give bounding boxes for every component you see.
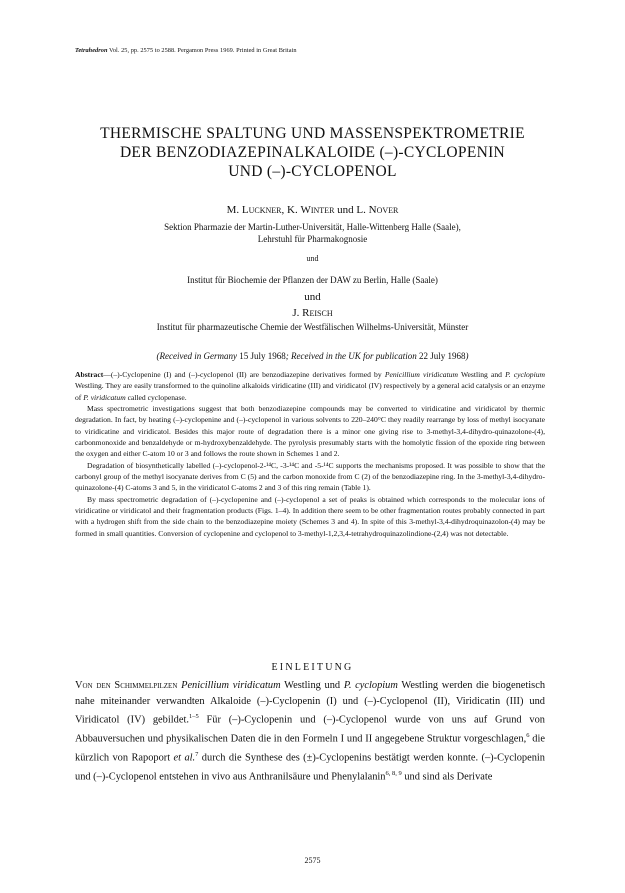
species-name: P. cyclopium xyxy=(343,680,398,691)
abstract-text: called cyclopenase. xyxy=(125,392,187,402)
body-text-segment: Westling werden die biogenetisch nahe miteinander verwandten Alkaloide (–)-Cyclopenin (I) und (–)-Cyclopenol (II), Viridicatin (III) und Viridicatol (IV) gebildet. xyxy=(75,680,546,726)
species-name: P. cyclopium xyxy=(505,370,545,379)
und-large: und xyxy=(304,291,321,303)
body-text-segment: die kürzlich von Rapoport xyxy=(75,733,545,764)
body-text xyxy=(75,678,545,785)
abstract-paragraph-4: By mass spectrometric degradation of (–)-cyclopenine and (–)-cyclopenol a set of peaks is obtained which corresponds to the molecular ions of viridicatine or viridicatol and their fragmentation products (Figs. 1–4). In addition there seem to be other fragmentation routes probably connected in part with a hydrogen shift from the side chain to the benzodiazepine moiety (Schemes 3 and 4). In spite of this 3-methyl-3,4-dihydroquinazolon-(4) may be formed in small quantities. Conversion of cyclopenine and cyclopenol to 3-methyl-1,2,3,4-tetrahydroquinazolindione-(2,4) was not detectable. xyxy=(75,494,545,538)
reference-superscript: 6 xyxy=(526,732,530,740)
reference-superscript: 6, 8, 9 xyxy=(385,770,402,778)
author-1-name: Luckner xyxy=(241,204,282,216)
received-part-2: ; Received in the UK for publication xyxy=(285,351,419,361)
abstract-text: Westling. They are easily transformed to the quinoline alkaloids viridicatine (III) and viridicatol (IV) respectively by a general acid catalysis or an enzyme of xyxy=(75,381,545,402)
und-small: und xyxy=(306,254,319,263)
author-4 xyxy=(0,307,625,319)
received-part-3: ) xyxy=(465,351,469,361)
species-name: P. viridicatum xyxy=(83,392,126,402)
affiliation-1 xyxy=(0,222,625,245)
abstract-text: —(–)-Cyclopenine (I) and (–)-cyclopenol (II) are benzodiazepine derivatives formed by xyxy=(103,370,385,379)
affiliation-2 xyxy=(0,275,625,287)
abstract-paragraph-3: Degradation of biosynthetically labelled (–)-cyclopenol-2-¹⁴C, -3-¹⁴C and -5-¹⁴C supports the mechanisms proposed. It was possible to show that the carbonyl group of the methyl isocyanate derives from C (5) and the carbon monoxide from C (2) of the benzodiazepine ring. In the 3-methyl-3,4-dihydro-quinazolone-(4) C-atoms 3 and 5, in the viridicatol C-atoms 2 and 3 of this ring remain (Table 1). xyxy=(75,460,545,493)
species-name: Penicillium viridicatum xyxy=(181,680,281,691)
abstract-paragraph-2: Mass spectrometric investigations suggest that both benzodiazepine compounds may be converted to viridicatine and viridicatol by thermic degradation. In fact, by heating (–)-cyclopenine and (–)-cyclopenol in various solvents to 220–240°C they readily rearrange by loss of methyl isocyanate to viridicatine and viridicatol. Besides this major route of degradation there is a minor one giving rise to 3-methyl-3,4-dihydro-quinazolone-(4), carbonmonoxide and benzaldehyde or m-hydroxybenzaldehyde. The pyrolysis presumably starts with the homolytic fission of the epoxide ring between the oxygen and either C-atom 10 or 3 and follows the route shown in Schemes 1 and 2. xyxy=(75,404,545,459)
affiliation-2-text: Institut für Biochemie der Pflanzen der DAW zu Berlin, Halle (Saale) xyxy=(187,275,438,285)
section-heading: EINLEITUNG xyxy=(271,662,354,673)
journal-details: Vol. 25, pp. 2575 to 2588. Pergamon Press 1969. Printed in Great Britain xyxy=(109,47,297,54)
title-line-1: THERMISCHE SPALTUNG UND MASSENSPEKTROMETRIE xyxy=(100,125,525,142)
abstract-label: Abstract xyxy=(75,370,104,379)
body-paragraph xyxy=(75,678,545,785)
received-date-2: 22 July 1968 xyxy=(418,351,466,361)
affiliation-1-line-1: Sektion Pharmazie der Martin-Luther-Universität, Halle-Wittenberg Halle (Saale), xyxy=(164,222,461,232)
body-text-segment: Von den Schimmelpilzen xyxy=(75,680,182,691)
author-list xyxy=(0,204,625,216)
title-line-3: UND (–)-CYCLOPENOL xyxy=(228,163,397,180)
received-part-1: (Received in Germany xyxy=(156,351,240,361)
page-number: 2575 xyxy=(304,856,321,865)
body-text-segment: und sind als Derivate xyxy=(401,771,493,783)
reference-superscript: 1–5 xyxy=(188,713,199,721)
body-text-segment: durch die Synthese des (±)-Cyclopenins bestätigt werden konnte. (–)-Cyclopenin und (–)-Cyclopenol entstehen in vivo aus Anthranilsäure und Phenylalanin xyxy=(75,752,545,783)
title-line-2: DER BENZODIAZEPINALKALOIDE (–)-CYCLOPENIN xyxy=(119,144,506,161)
paper-title xyxy=(40,124,585,181)
abstract-paragraph-1 xyxy=(75,369,545,403)
affiliation-1-line-2: Lehrstuhl für Pharmakognosie xyxy=(257,233,368,244)
author-separator-2: und xyxy=(334,204,357,216)
author-4-initial: J. xyxy=(292,307,303,319)
journal-name: Tetrahedron xyxy=(75,47,108,54)
author-3-initial: L. xyxy=(356,204,369,216)
author-4-name: Reisch xyxy=(302,307,333,319)
abstract xyxy=(75,369,545,539)
author-3-name: Nover xyxy=(368,204,399,216)
received-dates xyxy=(0,351,625,361)
affiliation-3 xyxy=(0,322,625,334)
body-text-segment: Westling und xyxy=(280,680,344,691)
received-date-1: 15 July 1968 xyxy=(239,351,286,361)
reference-superscript: 7 xyxy=(195,751,199,759)
author-2-name: Winter xyxy=(300,204,335,216)
species-name: Penicillium viridicatum xyxy=(384,370,458,379)
abstract-text: Westling and xyxy=(457,370,506,379)
body-text-segment: Für (–)-Cyclopenin und (–)-Cyclopenol wurde von uns auf Grund von Abbauversuchen und physikalischen Daten die in den Formeln I und II angegebene Struktur vorgeschlagen, xyxy=(75,714,545,745)
journal-header xyxy=(75,47,297,54)
author-2-initial: K. xyxy=(287,204,301,216)
affiliation-3-text: Institut für pharmazeutische Chemie der Westfälischen Wilhelms-Universität, Münster xyxy=(156,322,469,332)
body-text-italic: et al. xyxy=(173,752,196,764)
author-1-initial: M. xyxy=(226,204,242,216)
author-separator-1: , xyxy=(281,204,288,216)
